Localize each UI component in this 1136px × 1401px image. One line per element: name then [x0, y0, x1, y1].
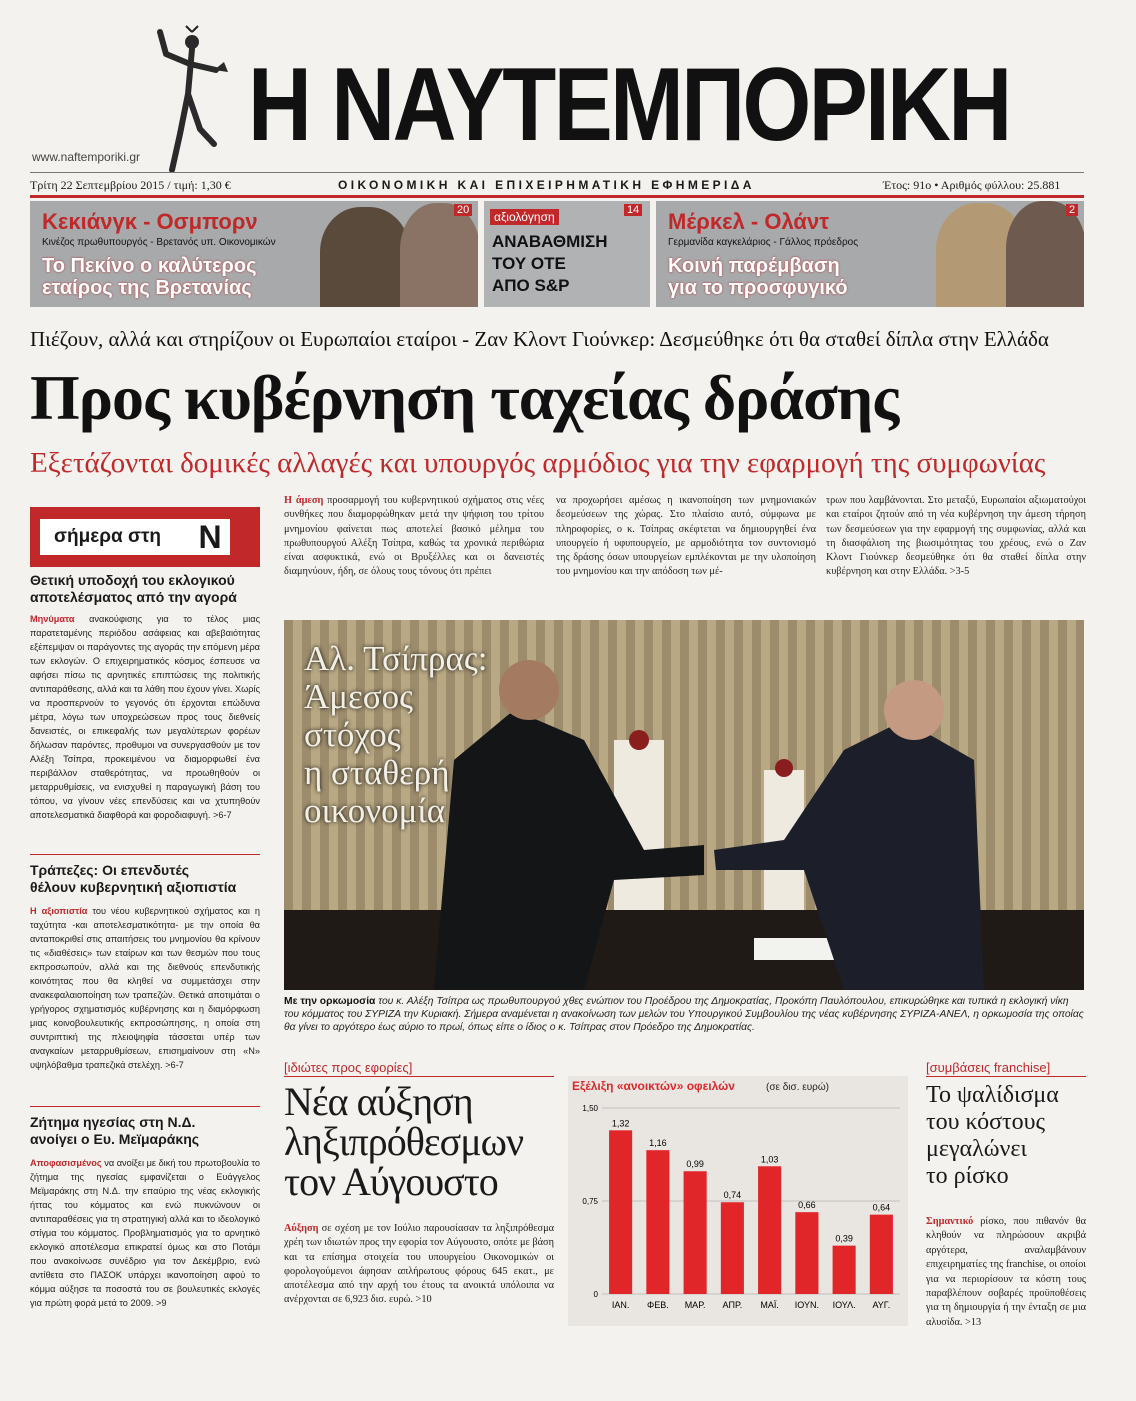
lead-subhead: Εξετάζονται δομικές αλλαγές και υπουργός αρμόδιος για την εφαρμογή της συμφωνίας: [30, 447, 1046, 479]
swearing-in-photo[interactable]: [284, 620, 1084, 990]
section-rule: [926, 1076, 1086, 1077]
lead-dropword: Η άμεση: [284, 495, 324, 506]
lead-text: προσαρμογή του κυβερνητικού σχήματος στις νέες συνθήκες που διαμορφώθηκαν μετά την ψήφιση του τρίτου μνημονίου φαίνεται πως αποτελεί βασικό μέλημα του πρωθυπουργού Αλέξη Τσίπρα, καθώς τα χρονικά περιθώρια είναι ασφυκτικά, ενώ οι Βρυξέλλες και οι δανειστές διαμηνύουν, ήδη, σε όλους τους τόνους ότι πρέπει: [284, 495, 545, 578]
sidebar-text: να ανοίξει με δική του πρωτοβουλία το ζήτημα της ηγεσίας εμφανίζεται ο Ευάγγελος Μεϊμαράκης στη Ν.Δ. την επαύριο της νέας εκλογικής ήττας του κόμματος και ενώ πυκνώνουν οι αντιπαραθέσεις για τη στρατηγική αλλά και το ιδεολογικό στίγμα του κόμματος. Προβληματισμός για το αρνητικό εκλογικό αποτέλεσμα επικρατεί όμως και στο Ποτάμι που ανακοίνωσε συνέδριο για τον Δεκέμβριο, ενώ αντίθετα στο ΠΑΣΟΚ υπάρχει ικανοποίηση αφού το κόμμα αύξησε τα ποσοστά του σε βουλευτικές εκλογές για πρώτη φορά μετά το 2009. >9: [30, 1158, 260, 1308]
sidebar-body-market: [30, 612, 260, 822]
lead-headline[interactable]: Προς κυβέρνηση ταχείας δράσης: [30, 362, 899, 433]
teaser-headline: Το Πεκίνο ο καλύτερος εταίρος της Βρετανίας: [42, 255, 257, 299]
caption-text: του κ. Αλέξη Τσίπρα ως πρωθυπουργού χθες ενώπιον του Προέδρου της Δημοκρατίας, Προκόπη Παυλόπουλου, επικυρώθηκε και τυπικά η εκλογική νίκη του κόμματος του ΣΥΡΙΖΑ την Κυριακή. Σήμερα αναμένεται η ανακοίνωση των μελών του Υπουργικού Συμβουλίου της νέας κυβέρνησης ΣΥΡΙΖΑ-ΑΝΕΛ, η ορκωμοσία της οποίας θα γίνει το αργότερο έως αύριο το πρωί, όπως είπε ο ίδιος ο κ. Τσίπρας στον Πρόεδρο της Δημοκρατίας.: [284, 996, 1084, 1033]
today-label: σήμερα στη: [40, 519, 206, 555]
x-tick-label: ΙΟΥΛ.: [832, 1300, 856, 1310]
issue-info: Έτος: 91ο • Αριθμός φύλλου: 25.881: [883, 178, 1061, 192]
lead-column-1: [284, 494, 544, 580]
bar-value-label: 1,32: [611, 1118, 630, 1129]
bar-value-label: 0,39: [835, 1233, 853, 1244]
x-tick-label: ΑΥΓ.: [872, 1300, 891, 1310]
chart-title: Εξέλιξη «ανοικτών» οφειλών: [572, 1079, 735, 1093]
sidebar-text: ανακούφισης για το τέλος μιας παρατεταμένης περιόδου ασάφειας και αβεβαιότητας εξέπεμψαν οι παράγοντες της αγοράς την επόμενη μέρα των εκλογών. Ο επιχειρηματικός κόσμος έσπευσε να αφήσει πίσω τις αρνητικές επιπτώσεις της πολιτικής αντιπαράθεσης, αλλά και τα λάθη που έχουν γίνει. Χωρίς να προσπερνούν το γεγονός ότι έρχονται επώδυνα μέτρα, λόγω των υποχρεώσεων προς τους διεθνείς δανειστές, οι επικεφαλής των μεγαλύτερων φορέων δήλωσαν παρόντες, προθυμοι να συνεργασθούν με τον Αλέξη Τσίπρα, προκειμένου να διαμορφωθεί ένα περιβάλλον σταθερότητας, να προωθηθούν οι μεταρρυθμίσεις, να ενισχυθεί η παραγωγική βάση του τόπου, να γίνουν νέες επενδύσεις και να χτυπηθούν αποτελεσματικά διαφθορά και φοροδιαφυγή. >6-7: [30, 614, 260, 820]
lead-column-3: τρων που λαμβάνονται. Στο μεταξύ, Ευρωπαίοι αξιωματούχοι και εταίροι ζητούν από τη νέα κυβέρνηση την άμεση τήρηση των δεσμεύσεων για την εφαρμογή της συμφωνίας, αλλά και τη διασφάλιση της βιωσιμότητας του χρέους, ενώ ο Ζαν Κλοντ Γιούνκερ δεσμεύθηκε ότι θα σταθεί δίπλα στην κυβέρνηση και στην Ελλάδα. >3-5: [826, 495, 1086, 578]
bar-3: [684, 1171, 707, 1294]
y-tick-label: 0,75: [582, 1197, 598, 1206]
newspaper-title: Η ΝΑΥΤΕΜΠΟΡΙΚΗ: [248, 47, 1010, 163]
lead-kicker: Πιέζουν, αλλά και στηρίζουν οι Ευρωπαίοι εταίροι - Ζαν Κλοντ Γιούνκερ: Δεσμεύθηκε ότι θα σταθεί δίπλα στην Ελλάδα: [30, 327, 1049, 351]
sidebar-text: του νέου κυβερνητικού σχήματος και η ταχύτητα -και αποτελεσματικότητα- με την οποία θα ανταποκριθεί στις απαιτήσεις του μνημονίου θα κρίνουν τις «διαθέσεις» των εταίρων και των θεσμών που τους εκπροσωπούν, αλλά και της διεθνούς επενδυτικής κοινότητας που θα κληθεί να συμμετάσχει στην ανακεφαλαιοποίηση των τραπεζών. Θετικά αποτιμάται ο γρήγορος σχηματισμός κυβέρνησης και η διαμόρφωση μιας κοινοβουλευτικής εκπροσώπησης, η οποία στη συντριπτική της πλειοψηφία τάσσεται υπέρ των αναγκαίων μεταρρυθμίσεων, επισημαίνουν στη «Ν» υψηλόβαθμα τραπεζικά στελέχη. >6-7: [30, 906, 260, 1070]
debt-chart: [568, 1076, 908, 1326]
section-rule: [284, 1076, 554, 1077]
lead-column-2: να προχωρήσει αμέσως η ικανοποίηση των μνημονιακών δεσμεύσεων της χώρας. Στο πλαίσιο αυτό, σύμφωνα με πληροφορίες, ο κ. Τσίπρας σκέφτεται να δημιουργηθεί ένα υπουργείο ή υφυπουργείο, με αρμοδιότητα τον συντονισμό της δράσης όσων υπουργείων εμπλέκονται με την υλοποίηση του μνημονίου και την απόδοση των μέ-: [556, 495, 816, 578]
bar-value-label: 0,64: [872, 1202, 891, 1213]
teaser-kicker: αξιολόγηση: [490, 209, 559, 225]
bar-chart-svg: [568, 1076, 908, 1326]
franchise-body: [926, 1215, 1086, 1330]
masthead-rule: [30, 172, 1084, 173]
sidebar-headline-nd[interactable]: Ζήτημα ηγεσίας στη Ν.Δ. ανοίγει ο Ευ. Μεϊμαράκης: [30, 1114, 200, 1147]
debt-headline[interactable]: Νέα αύξηση ληξιπρόθεσμων τον Αύγουστο: [284, 1079, 524, 1204]
bar-value-label: 0,66: [798, 1200, 816, 1211]
chart-unit: (σε δισ. ευρώ): [766, 1082, 830, 1093]
section-label-debt: [ ιδιώτες προς εφορίες ]: [284, 1060, 412, 1075]
n-logo: Ν: [190, 519, 230, 555]
photo-caption: [284, 995, 1084, 1034]
x-tick-label: ΑΠΡ.: [722, 1300, 743, 1310]
photo-overlay-title: Αλ. Τσίπρας: Άμεσος στόχος η σταθερή οικονομία: [304, 639, 488, 830]
sidebar-lead-word: Η αξιοπιστία: [30, 906, 88, 916]
teaser-subtitle: Γερμανίδα καγκελάριος - Γάλλος πρόεδρος: [668, 237, 859, 248]
bar-6: [795, 1212, 818, 1294]
bar-8: [870, 1215, 893, 1294]
masthead-red-rule: [30, 195, 1084, 198]
x-tick-label: ΦΕΒ.: [647, 1300, 669, 1310]
franchise-headline[interactable]: Το ψαλίδισμα του κόστους μεγαλώνει το ρίσκο: [926, 1082, 1059, 1189]
bar-4: [721, 1202, 744, 1294]
section-label-franchise: [ συμβάσεις franchise ]: [926, 1060, 1050, 1075]
bar-value-label: 1,16: [649, 1138, 667, 1149]
x-tick-label: ΜΑΡ.: [684, 1300, 706, 1310]
bar-2: [646, 1150, 669, 1294]
tagline: ΟΙΚΟΝΟΜΙΚΗ ΚΑΙ ΕΠΙΧΕΙΡΗΜΑΤΙΚΗ ΕΦΗΜΕΡΙΔΑ: [338, 178, 755, 192]
hermes-logo: [152, 24, 232, 174]
x-tick-label: ΙΑΝ.: [611, 1300, 630, 1310]
today-in-n-box: [30, 507, 260, 567]
portrait-osborne: [400, 203, 478, 307]
y-tick-label: 0: [593, 1290, 598, 1299]
sidebar-body-nd: [30, 1156, 260, 1310]
teaser-ote-upgrade[interactable]: [484, 201, 650, 307]
sidebar-divider: [30, 854, 260, 855]
teaser-keqiang-osborne[interactable]: [30, 201, 478, 307]
debt-lead-word: Αύξηση: [284, 1223, 319, 1234]
debt-body: [284, 1222, 554, 1308]
sidebar-headline-banks[interactable]: Τράπεζες: Οι επενδυτές θέλουν κυβερνητική αξιοπιστία: [30, 862, 237, 895]
x-tick-label: ΜΑΪ.: [760, 1300, 779, 1310]
franchise-text: ρίσκο, που πιθανόν θα κληθούν να πληρώσουν ακριβά αργότερα, αναλαμβάνουν επιχειρηματίες της franchise, οι οποίοι για να περιορίσουν τα κόστη τους παραβλέπουν σοβαρές προϋποθέσεις για τη δημιουργία ή την ένταξη σε μια αλυσίδα. >13: [926, 1216, 1086, 1328]
bar-value-label: 1,03: [760, 1154, 779, 1165]
teaser-headline: Κοινή παρέμβαση για το προσφυγικό: [668, 255, 848, 299]
teaser-page-number: 14: [624, 204, 642, 216]
bar-7: [833, 1246, 856, 1294]
bar-value-label: 0,74: [723, 1190, 742, 1201]
x-tick-label: ΙΟΥΝ.: [794, 1300, 819, 1310]
teaser-headline: ΑΝΑΒΑΘΜΙΣΗ ΤΟΥ ΟΤΕ ΑΠΟ S&P: [492, 232, 608, 295]
teaser-subtitle: Κινέζος πρωθυπουργός - Βρετανός υπ. Οικονομικών: [42, 237, 276, 248]
bar-1: [609, 1130, 632, 1294]
portrait-keqiang: [320, 207, 410, 307]
dateline: Τρίτη 22 Σεπτεμβρίου 2015 / τιμή: 1,30 €: [30, 178, 231, 192]
teaser-page-number: 20: [454, 204, 472, 216]
sidebar-body-banks: [30, 904, 260, 1072]
sidebar-lead-word: Μηνύματα: [30, 614, 75, 624]
portrait-hollande: [1006, 201, 1084, 307]
teaser-merkel-hollande[interactable]: [656, 201, 1084, 307]
caption-lead: Με την ορκωμοσία: [284, 996, 376, 1007]
debt-text: σε σχέση με τον Ιούλιο παρουσίασαν τα ληξιπρόθεσμα χρέη των ιδιωτών προς την εφορία τον Αύγουστο, οπότε με βάση και τα επίσημα στοιχεία του υπουργείου Οικονομικών οι φορολογούμενοι άφησαν απλήρωτους φόρους 645 εκατ., με αποτέλεσμα από την αρχή του έτους τα ανοικτά υπόλοιπα να ανέρχονται σε 6,923 δισ. ευρώ. >10: [284, 1223, 554, 1306]
sidebar-headline-market[interactable]: Θετική υποδοχή του εκλογικού αποτελέσματος από την αγορά: [30, 572, 237, 605]
teaser-page-number: 2: [1066, 204, 1078, 216]
teaser-title: Κεκιάνγκ - Οσμπορν: [42, 209, 258, 234]
sidebar-divider: [30, 1106, 260, 1107]
website-url[interactable]: www.naftemporiki.gr: [32, 150, 141, 164]
franchise-lead-word: Σημαντικό: [926, 1216, 974, 1227]
bar-5: [758, 1166, 781, 1294]
bar-value-label: 0,99: [686, 1159, 704, 1170]
y-tick-label: 1,50: [582, 1104, 598, 1113]
teaser-title: Μέρκελ - Ολάντ: [668, 209, 830, 234]
sidebar-lead-word: Αποφασισμένος: [30, 1158, 102, 1168]
